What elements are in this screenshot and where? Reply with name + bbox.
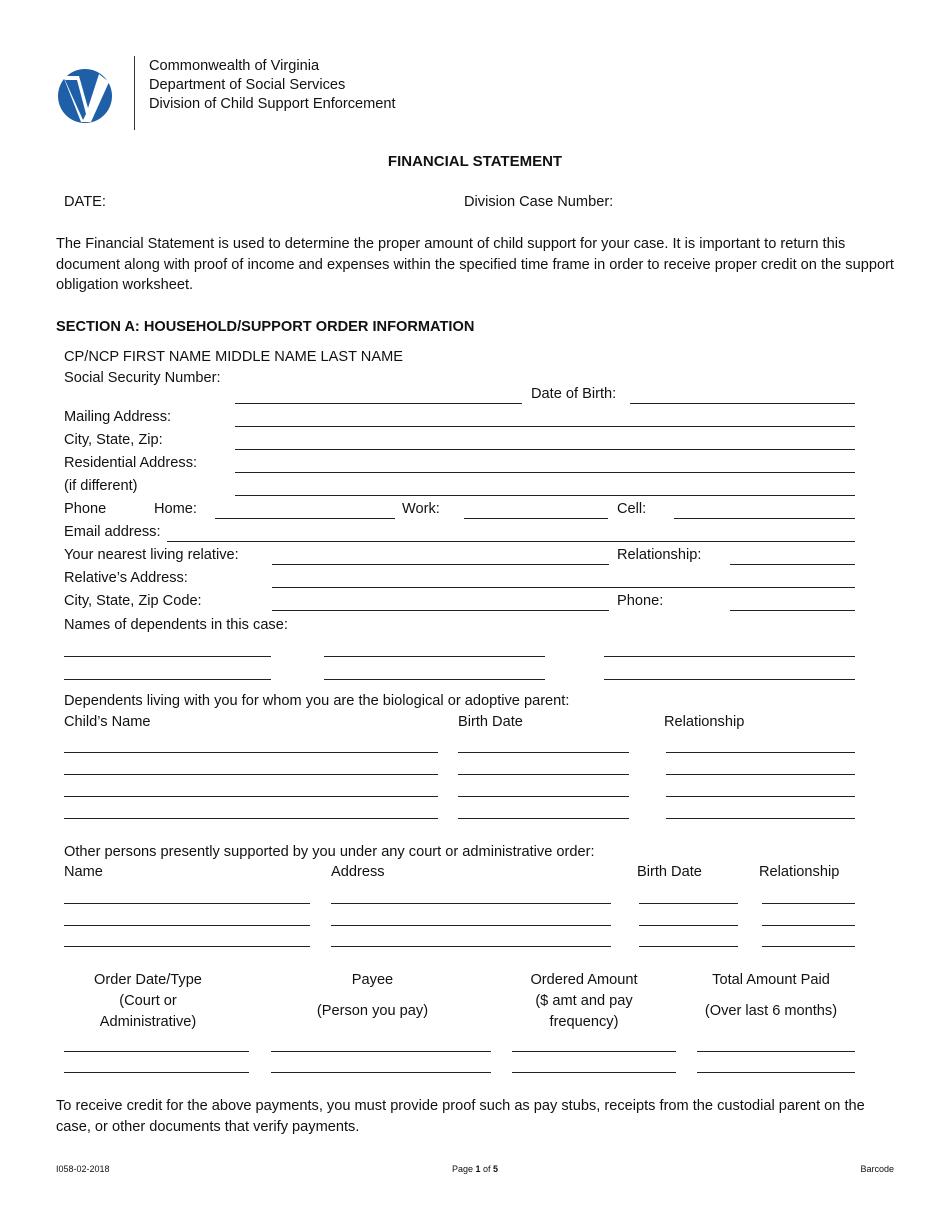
dependent-field[interactable] [324,656,545,657]
ordered-amount-line-3: frequency) [549,1014,619,1030]
work-phone-field[interactable] [464,518,608,519]
other-name-field[interactable] [64,925,310,926]
email-label: Email address: [64,524,161,540]
col-payee [290,970,455,1022]
dependent-field[interactable] [324,679,545,680]
org-line-3: Division of Child Support Enforcement [149,96,396,112]
col-birth-date: Birth Date [458,714,523,730]
cell-label: Cell: [617,501,647,517]
page-total: 5 [493,1164,499,1174]
page-prefix: Page [451,1164,476,1174]
page-indicator [0,1164,950,1175]
org-line-1: Commonwealth of Virginia [149,58,320,74]
payee-line-2: (Person you pay) [316,1003,429,1019]
payee-field[interactable] [271,1072,491,1073]
other-address-field[interactable] [331,903,611,904]
page-of: of [480,1164,494,1174]
child-relationship-field[interactable] [666,796,855,797]
ordered-amount-line-1: Ordered Amount [530,972,638,988]
work-label: Work: [402,501,440,517]
dependents-label: Names of dependents in this case: [64,617,288,633]
payee-field[interactable] [271,1051,491,1052]
total-paid-field[interactable] [697,1072,855,1073]
other-birth-date-field[interactable] [639,946,738,947]
home-phone-field[interactable] [215,518,395,519]
relative-phone-label: Phone: [617,593,664,609]
phone-label: Phone [64,501,107,517]
org-line-2: Department of Social Services [149,77,346,93]
cell-phone-field[interactable] [674,518,855,519]
col-relationship: Relationship [664,714,745,730]
home-label: Home: [154,501,197,517]
relationship-label: Relationship: [617,547,702,563]
living-with-label: Dependents living with you for whom you are the biological or adoptive parent: [64,693,570,709]
name-label: CP/NCP FIRST NAME MIDDLE NAME LAST NAME [64,349,403,365]
other-address-field[interactable] [331,946,611,947]
col-childs-name: Child’s Name [64,714,151,730]
mailing-label: Mailing Address: [64,409,172,425]
relative-label: Your nearest living relative: [64,547,239,563]
barcode-label: Barcode [860,1164,894,1174]
relative-address-label: Relative’s Address: [64,570,188,586]
page-title: FINANCIAL STATEMENT [387,153,563,170]
col-other-birth-date: Birth Date [637,864,702,880]
ssn-field[interactable] [235,403,522,404]
dob-label: Date of Birth: [531,386,617,402]
other-relationship-field[interactable] [762,925,855,926]
order-date-field[interactable] [64,1072,249,1073]
other-relationship-field[interactable] [762,903,855,904]
child-name-field[interactable] [64,796,438,797]
residential-address-field[interactable] [235,472,855,473]
other-name-field[interactable] [64,903,310,904]
section-a-heading: SECTION A: HOUSEHOLD/SUPPORT ORDER INFORMATION [56,319,475,335]
city-state-zip-field[interactable] [235,449,855,450]
child-birth-date-field[interactable] [458,774,629,775]
relative-name-field[interactable] [272,564,609,565]
other-address-field[interactable] [331,925,611,926]
relative-city-label: City, State, Zip Code: [64,593,202,609]
relative-phone-field[interactable] [730,610,855,611]
if-different-label: (if different) [64,478,138,494]
ordered-amount-field[interactable] [512,1072,676,1073]
city-label: City, State, Zip: [64,432,163,448]
child-relationship-field[interactable] [666,774,855,775]
relative-city-field[interactable] [272,610,609,611]
child-birth-date-field[interactable] [458,796,629,797]
child-name-field[interactable] [64,818,438,819]
total-paid-line-2: (Over last 6 months) [704,1003,838,1019]
ordered-amount-field[interactable] [512,1051,676,1052]
child-birth-date-field[interactable] [458,818,629,819]
date-label: DATE: [64,194,106,210]
header-divider [134,56,135,130]
other-birth-date-field[interactable] [639,903,738,904]
col-ordered-amount [508,970,660,1033]
relative-address-field[interactable] [272,587,855,588]
proof-note: To receive credit for the above payments, you must provide proof such as pay stubs, receipts from the custodial parent on the case, or other documents that verify payments. [56,1098,865,1135]
col-order-date-type [64,970,232,1033]
col-other-relationship: Relationship [759,864,840,880]
virginia-v-logo-icon [57,68,113,124]
child-name-field[interactable] [64,752,438,753]
dependent-field[interactable] [604,679,855,680]
payee-line-1: Payee [351,972,394,988]
form-number: I058-02-2018 [56,1164,110,1174]
order-date-line-2: (Court or [119,993,177,1009]
case-number-label: Division Case Number: [464,194,614,210]
child-name-field[interactable] [64,774,438,775]
other-relationship-field[interactable] [762,946,855,947]
child-birth-date-field[interactable] [458,752,629,753]
dependent-field[interactable] [64,679,271,680]
col-name: Name [64,864,103,880]
col-address: Address [331,864,385,880]
relationship-field[interactable] [730,564,855,565]
email-field[interactable] [167,541,855,542]
dss-logo [57,68,113,124]
child-relationship-field[interactable] [666,818,855,819]
intro-paragraph: The Financial Statement is used to determine the proper amount of child support for your case. It is important to return this document along with proof of income and expenses within the specified time frame in order to receive proper credit on the support obligation worksheet. [56,236,894,293]
total-paid-field[interactable] [697,1051,855,1052]
residential-label: Residential Address: [64,455,198,471]
others-label: Other persons presently supported by you under any court or administrative order: [64,844,595,860]
total-paid-line-1: Total Amount Paid [712,972,830,988]
order-date-field[interactable] [64,1051,249,1052]
residential-address-field-2[interactable] [235,495,855,496]
mailing-address-field[interactable] [235,426,855,427]
order-date-line-3: Administrative) [99,1014,197,1030]
other-birth-date-field[interactable] [639,925,738,926]
dob-field[interactable] [630,403,855,404]
other-name-field[interactable] [64,946,310,947]
order-date-line-1: Order Date/Type [94,972,202,988]
dependent-field[interactable] [64,656,271,657]
ordered-amount-line-2: ($ amt and pay [535,993,633,1009]
ssn-label: Social Security Number: [64,370,221,386]
page-current: 1 [475,1164,481,1174]
dependent-field[interactable] [604,656,855,657]
child-relationship-field[interactable] [666,752,855,753]
col-total-paid [688,970,854,1022]
